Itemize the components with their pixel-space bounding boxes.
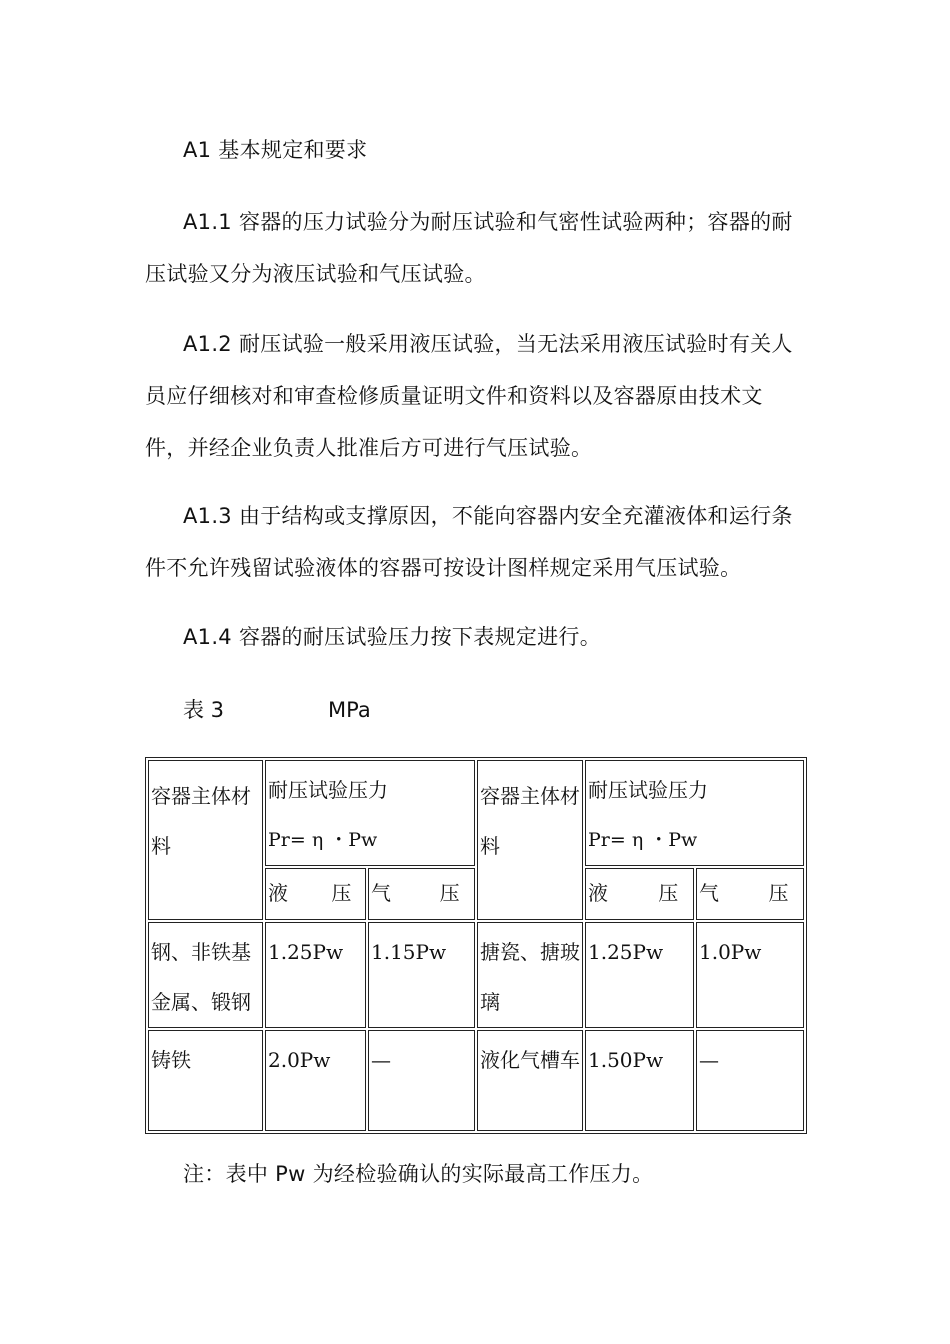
- header-pressure-left: [265, 760, 475, 866]
- header-pneumatic-right: 气 压: [696, 868, 804, 920]
- header-pressure-right: [585, 760, 804, 866]
- table-cell-material: 液化气槽车: [477, 1030, 583, 1131]
- table-cell-hydraulic: 1.25Pw: [585, 922, 694, 1028]
- table-cell-pneumatic: 1.15Pw: [368, 922, 475, 1028]
- header-pneumatic-left: 气 压: [368, 868, 475, 920]
- table-caption-unit: MPa: [328, 698, 371, 722]
- header-formula-left: Pr= η ・Pw: [268, 829, 378, 851]
- header-pressure-title-left: 耐压试验压力: [268, 778, 388, 802]
- header-pressure-title-right: 耐压试验压力: [588, 778, 708, 802]
- header-hydraulic-right: 液 压: [585, 868, 694, 920]
- table-cell-hydraulic: 2.0Pw: [265, 1030, 366, 1131]
- table-cell-material: 铸铁: [148, 1030, 263, 1131]
- paragraph-a1-4: A1.4 容器的耐压试验压力按下表规定进行。: [183, 625, 602, 649]
- header-material-left: 容器主体材料: [148, 760, 263, 920]
- table-cell-pneumatic: —: [696, 1030, 804, 1131]
- table-caption: [183, 690, 371, 730]
- header-formula-right: Pr= η ・Pw: [588, 829, 698, 851]
- table-cell-material: 搪瓷、搪玻璃: [477, 922, 583, 1028]
- table-cell-hydraulic: 1.50Pw: [585, 1030, 694, 1131]
- paragraph-a1-3: A1.3 由于结构或支撑原因，不能向容器内安全充灌液体和运行条件不允许残留试验液体的容器可按设计图样规定采用气压试验。: [145, 504, 793, 580]
- table-cell-material: 钢、非铁基金属、锻钢: [148, 922, 263, 1028]
- table-cell-pneumatic: —: [368, 1030, 475, 1131]
- pressure-test-table: [145, 757, 807, 1134]
- table-caption-label: 表 3: [183, 698, 225, 722]
- paragraph-a1-1: A1.1 容器的压力试验分为耐压试验和气密性试验两种；容器的耐压试验又分为液压试验和气压试验。: [145, 210, 793, 286]
- header-hydraulic-left: 液 压: [265, 868, 366, 920]
- paragraph-a1-2: A1.2 耐压试验一般采用液压试验，当无法采用液压试验时有关人员应仔细核对和审查检修质量证明文件和资料以及容器原由技术文件，并经企业负责人批准后方可进行气压试验。: [145, 332, 793, 460]
- table-note: 注：表中 Pw 为经检验确认的实际最高工作压力。: [183, 1162, 654, 1186]
- section-heading: A1 基本规定和要求: [183, 138, 368, 162]
- table-cell-pneumatic: 1.0Pw: [696, 922, 804, 1028]
- header-material-right: 容器主体材料: [477, 760, 583, 920]
- table-cell-hydraulic: 1.25Pw: [265, 922, 366, 1028]
